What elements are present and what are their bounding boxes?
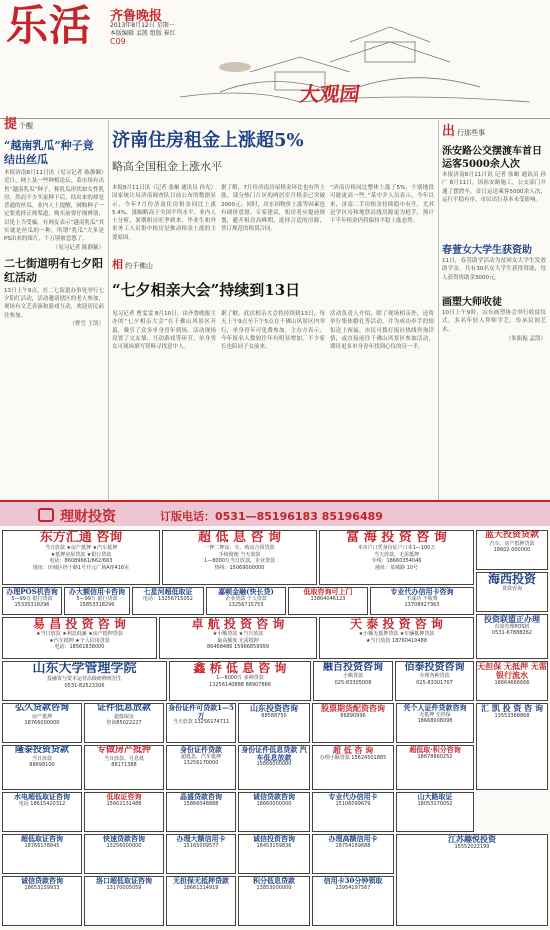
ad-line: 13708927363 [404, 602, 440, 609]
tag-travel: 出行那些事 [442, 124, 486, 139]
ad-line: 18664666666 [494, 679, 530, 686]
ad-box [2, 661, 167, 701]
ad-line: 超低取证 [113, 713, 134, 720]
ad-title: 东方汇通 咨询 [39, 530, 123, 545]
ad-title: 山东投资咨询 [250, 703, 298, 713]
ad-title: 天 泰 投 资 咨 询 [350, 617, 443, 631]
ad-title: 江苏趣悦投资 [448, 834, 496, 844]
ad-line: 无抵押 无担保 [419, 711, 451, 718]
column-divider [108, 120, 109, 500]
ad-box [312, 703, 394, 743]
ad-title: 投资联盟正办理 [484, 614, 540, 624]
ad-title: 专业代办信用卡咨询 [390, 587, 454, 596]
ad-box [319, 530, 474, 585]
story-body-columns [112, 310, 434, 351]
body-column: 据了解，此次相亲大会将持续到13日，每天上午9点至下午5点在千佛山风景区内举行，单身青年可免费参加。主办方表示，今年报名人数较往年有明显增加，不少家长也陪同子女前来。 [221, 311, 325, 351]
ad-box [169, 661, 311, 701]
ad-title: 办理POS机咨询 [6, 587, 58, 596]
section-title: 乐活 [6, 1, 93, 50]
ad-title: 弘久贷款咨询 [14, 703, 69, 713]
story-body: 本报济南8月11日讯（见习记者 陈静颖）近日，网上及一些种植论坛、菜市场有出售“越南乳瓜”种子，称乳瓜形状如女性乳房。然而不少买家种下后，结出来的却是普通的丝瓜。业内人士提醒，网购种子一定要选择正规渠道，购买前要仔细辨别，以免上当受骗。有网友表示“越南乳瓜”其实就是丝瓜的一种，所谓“乳瓜”大多是PS出来的图片，千万别被忽悠了。 [4, 170, 104, 243]
ad-line: ★小额无抵押贷款 ★车辆抵押贷款 [358, 631, 435, 638]
ad-line: 0531-67888262 [492, 630, 532, 637]
ad-box [396, 745, 474, 790]
ad-line: 1—8000万 多种贷款 [216, 675, 264, 682]
body-column: 据了解，7月份济南房屋租金环比也有所上涨，部分热门片区的两居室月租金已突破2000元。同时，房东因物价上涨等因素也有调价意愿。专家建议，租房者应提前规划，避开租房高峰期，选择合适的房源，签订规范的租赁合同。 [221, 185, 325, 233]
ad-title: 佰泰投资咨询 [404, 662, 465, 673]
ad-line: ★汽车抵押 ★个人信用贷款 [49, 637, 110, 644]
ad-line: 18754169688 [335, 842, 371, 849]
ad-line: 15866000000 [256, 761, 292, 768]
ad-line: 86890996 [340, 712, 366, 719]
ad-line: 地址：历城区经十路1号开元广场A座416室 [32, 564, 130, 571]
ad-line: 88698100 [29, 762, 55, 769]
ad-line: 13256170000 [183, 760, 219, 767]
ad-line: 电话：13256715052 [143, 595, 193, 602]
story-headline: 春萱女大学生获资助 [442, 245, 532, 257]
story-headline: 泺安路公交摆渡车首日运客5000余人次 [442, 146, 542, 170]
ad-title: 易 昌 投 资 咨 询 [33, 617, 126, 631]
ad-title: 身份证件低息贷款 汽车低息放款 [241, 745, 307, 762]
ad-title: 山大路取证 [417, 792, 453, 801]
ad-title: 办理高额信用卡 [328, 834, 378, 843]
body-column: “济南房租同比整体上涨了5%，个别地段可能更高一些。”某中介人员表示，今年以来，济南二手房租金持续稳中有升，尤其是学区房和地铁沿线房源更为抢手，预计下半年租金仍将保持平稳上涨态势。 [330, 185, 434, 225]
column-divider [438, 120, 439, 500]
ad-line: ★当日放款 18760410488 [365, 637, 428, 644]
ad-box [476, 661, 548, 701]
ad-line: 当天放款 13256174711 [172, 719, 230, 726]
main-body-columns [112, 184, 434, 242]
ad-line: 18453159836 [256, 842, 292, 849]
ad-line: 025-83305008 [334, 679, 372, 686]
ad-line: 13553368868 [494, 712, 530, 719]
ad-line: 房产抵押 [31, 713, 52, 720]
paper-logo: 齐鲁晚报 [110, 9, 163, 24]
ad-title: 专业代办信用卡 [328, 792, 378, 801]
ad-title: 鑫 桥 低 息 咨 询 [193, 661, 287, 675]
ad-box [238, 745, 310, 790]
ad-title: 诚信贷款咨询 [253, 792, 295, 801]
ad-line: 咨询85022227 [106, 720, 142, 727]
ad-title: 快速贷款咨询 [103, 834, 145, 843]
ad-line: 小额贷款 [342, 673, 363, 679]
editor-line: 本版编辑 孟凯 组版 崔红 [110, 30, 176, 37]
ad-line: 88588750 [261, 712, 287, 719]
ad-line: 办理各种贷款 [419, 673, 450, 679]
ad-box [288, 587, 368, 615]
ad-line: ★小额贷款 ★当日放款 [212, 631, 264, 638]
story-body: 本报济南8月11日讯 记者 张頔 通讯员 孙广 8月11日，因泺安路施工，公交部门开通了摆渡车。首日运送乘客5000余人次，运行平稳有序，市民出行基本未受影响。 [442, 172, 546, 203]
ad-line: 13954197567 [335, 884, 371, 891]
ad-box [312, 745, 394, 790]
ad-box [166, 876, 236, 926]
ad-box [313, 661, 393, 701]
ad-line: 热线：15069000000 [214, 564, 265, 571]
ad-title: 积分低息贷款 [253, 876, 295, 885]
body-column: 见习记者 曹雯雯 8月10日，由齐鲁晚报主办的“七夕相亲大会”在千佛山风景区开幕，吸引了众多单身青年到场。活动现场设置了交友墙、互动游戏等环节，单身男女可现场填写资料寻找意中人。 [112, 311, 216, 351]
ad-box [396, 834, 548, 926]
ad-line: 15662131488 [106, 800, 142, 807]
ad-line: 18668008098 [417, 718, 453, 725]
ad-line: 0531-82523306 [64, 682, 105, 689]
ad-title: 海西投资 [487, 572, 536, 586]
ad-line: 当日放款、月息低 [103, 755, 144, 762]
ad-line: 18653159933 [24, 884, 60, 891]
ad-line: 投融资与资本运营高级研修班招生 [46, 676, 122, 683]
ad-line: 当天放款，无需抵押 [373, 551, 419, 558]
ad-box [312, 876, 394, 926]
ad-line: 有效管理POS机 [494, 623, 530, 630]
ad-title: 超 低 息 咨 询 [197, 530, 282, 545]
ad-line: 5—99万 银行贷款 [76, 595, 118, 602]
ad-title: 晶盛贷款咨询 [180, 792, 222, 801]
ad-title: 富 海 投 资 咨 询 [346, 530, 447, 545]
ad-box [159, 617, 317, 659]
ad-line: ★当日放款 ★利息低廉 ★房产抵押贷款 [36, 631, 123, 638]
ad-box [2, 587, 62, 615]
ad-line: 18661314919 [183, 884, 219, 891]
phone-icon [38, 508, 54, 522]
story-headline: 二七街道明有七夕阳红活动 [4, 256, 103, 284]
ad-title: 无担保 无抵押 无需银行流水 [477, 661, 547, 680]
ad-line: 13170005059 [106, 884, 142, 891]
ad-title: 办理大额信用卡 [176, 834, 226, 843]
ad-title: 隆泰投资贷款 [14, 745, 69, 755]
ad-line: 88171388 [111, 762, 137, 769]
ad-line: 地址：泉城路 10号 [375, 564, 418, 571]
ad-box [476, 530, 548, 570]
ad-box [162, 530, 317, 585]
ad-title: 洛口超低取证咨询 [96, 876, 152, 885]
ad-line: 汽车、房产抵押贷款 [489, 540, 535, 547]
ad-box [476, 572, 548, 612]
ad-line: 15853318296 [79, 602, 115, 609]
ad-line: 18766000000 [24, 720, 60, 727]
ad-line: 15552022199 [454, 843, 490, 850]
ad-box [206, 587, 286, 615]
ad-box [2, 703, 82, 743]
ad-line: 18660000000 [256, 800, 292, 807]
ad-line: 当日放款 ★房产抵押 ★汽车抵押 [44, 545, 118, 552]
ad-line: 15335318296 [14, 602, 50, 609]
ad-line: 当日放款 [31, 755, 52, 762]
ad-title: 融百投资咨询 [323, 662, 383, 673]
ad-box [238, 834, 310, 874]
ad-title: 嘉顿金融(快长贷) [218, 587, 274, 596]
ad-title: 低取证咨询 [106, 792, 142, 801]
body-column: 本报8月11日讯（记者 张頔 通讯员 孙光）国家统计局济南调查队日前公布的数据显示，今年7月份济南住房租金同比上涨5.4%，涨幅略高于全国平均水平。业内人士分析，暑期租房旺季到来，毕业生和外来务工人员集中租房是推动租金上涨的主要原因。 [112, 185, 216, 241]
ad-box [2, 792, 82, 832]
ad-box [238, 703, 310, 743]
ad-box [84, 703, 164, 743]
main-subhead: 略高全国租金上涨水平 [112, 160, 222, 173]
ad-line: 5—99万 银行贷款 [11, 595, 53, 602]
ad-title: 信用卡30分钟领取 [323, 876, 383, 885]
body-column: 活动负责人介绍，除了现场相亲外，还将举行集体婚礼等活动，并为成功牵手的情侣送上祝福。市民可拨打报社热线咨询详情，或直接前往千佛山风景区参加活动，期待更多单身青年找到心仪的另一半。 [330, 311, 434, 351]
ad-line: 本市户口凭身份证户口本1—100万 [357, 545, 436, 552]
ad-title: 水电超低取证咨询 [14, 792, 70, 801]
ad-title: 身份证件可贷款1—5万 [168, 703, 234, 720]
column-brand: 大观园 [298, 82, 362, 106]
ad-title: 汇 凯 投 资 咨 询 [481, 703, 543, 713]
ad-title: 蓝天投资贷款 [484, 530, 539, 540]
ad-line: 办理小额贷款 15624501885 [319, 754, 387, 761]
ad-title: 超低取·积分咨询 [409, 745, 461, 754]
tag-qianfoshan: 相约千佛山 [112, 258, 153, 272]
ad-line: 13864046123 [310, 595, 346, 602]
ad-box [319, 617, 474, 659]
ad-box [396, 792, 474, 832]
ad-title: 低取咨询可上门 [303, 587, 353, 596]
ad-line: 贷款咨询 [501, 586, 522, 593]
ad-title: 七星河超低取证 [143, 587, 193, 596]
ad-line: 18678860252 [417, 753, 453, 760]
ad-box [476, 614, 548, 659]
story-headline: “七夕相亲大会”持续到13日 [112, 281, 301, 300]
ad-box [84, 834, 164, 874]
ad-title: 无担保无抵押贷款 [173, 876, 229, 885]
page-header [0, 0, 550, 106]
ad-line: 15866048888 [183, 800, 219, 807]
ad-box [2, 617, 157, 659]
ad-box [2, 876, 82, 926]
story-body: 10日上午9时，山东画塑协会举行收徒仪式，多名年轻人拜师学艺，传承民间艺术。 [442, 310, 546, 333]
ad-line: 13256715753 [228, 602, 264, 609]
ad-box [396, 703, 474, 743]
ad-box [238, 792, 310, 832]
ad-line: 超低息，汽车抵押 [180, 753, 221, 760]
ad-box [238, 876, 310, 926]
ad-line: 13853000000 [256, 884, 292, 891]
ad-box [312, 792, 394, 832]
ad-title: 超 低 咨 询 [332, 745, 374, 755]
ad-box [132, 587, 204, 615]
story-headline: 画塑大师收徒 [442, 297, 502, 309]
ad-box [395, 661, 474, 701]
ad-box [166, 834, 236, 874]
ad-title: 诚信投资咨询 [253, 834, 295, 843]
ad-box [312, 834, 394, 874]
ad-line: 025-83301707 [416, 679, 453, 686]
ad-box [84, 876, 164, 926]
ad-box [84, 745, 164, 790]
ads-hotline: 订版电话：0531—85196183 85196489 [160, 510, 383, 523]
header-rule [0, 118, 550, 119]
ads-title: 理财投资 [60, 509, 116, 525]
ad-line: 18766178845 [24, 842, 60, 849]
story-byline: （朱振振 孟凯） [505, 335, 546, 342]
ad-line: ★抵押房屋贷款 ★银行贷款 [50, 551, 112, 558]
story-byline: （曹雪 王凯） [69, 320, 104, 327]
left-column [4, 117, 104, 329]
ad-line: 一押二押房、车、购房合同贷款 [204, 545, 275, 552]
ad-line: 18602 000000 [493, 547, 531, 554]
tag-reminder: 提个醒 [4, 117, 34, 132]
ad-title: 山东大学管理学院 [32, 661, 137, 676]
ad-box [166, 792, 236, 832]
right-column [442, 120, 546, 342]
ad-line: 电话：18561838000 [54, 644, 105, 651]
page-code: C09 [110, 37, 126, 46]
ad-box [476, 703, 548, 790]
story-body: 13日上午9点，在二七街道办事处举行七夕阳红活动，活动邀请辖区的老人参加，现场有文艺表演和游戏互动，欢迎居民前往参加。 [4, 287, 104, 319]
ad-line: 13256140888 88907866 [208, 681, 272, 688]
story-body: 11日，春萱助学活动为贫困女大学生发放助学金，共有30名女大学生获得资助，每人获得资助金3000元。 [442, 258, 546, 281]
ads-banner [0, 500, 550, 526]
ad-line: 不成功 不收费 [406, 595, 438, 602]
classified-ads [0, 528, 550, 930]
ad-line: 1—8000万当日放款，企业贷款 [204, 558, 275, 565]
ad-title: 专做房产抵押 [96, 745, 151, 755]
main-headline: 济南住房租金上涨超5% [112, 130, 304, 151]
ad-line: 手续简便 当天放款 [218, 551, 261, 558]
date-line: 2013年8月12日 星期一 [110, 22, 175, 29]
ad-line: 最高额度 无需抵押 [217, 637, 259, 644]
ad-line: 企业贷款 个人贷款 [225, 595, 267, 602]
ad-line: 13256000000 [106, 842, 142, 849]
ad-box [64, 587, 130, 615]
ad-line: 15106099679 [335, 800, 371, 807]
ad-title: 诚信贷款咨询 [21, 876, 63, 885]
ad-box [166, 703, 236, 743]
ad-line: 专线：18660354046 [371, 558, 422, 565]
ad-box [84, 792, 164, 832]
ad-line: 18053170052 [417, 800, 453, 807]
ad-title: 证件低息放款 [96, 703, 151, 713]
ad-line: 电话 18615420312 [18, 800, 66, 807]
ad-title: 身份证件贷款 [180, 745, 222, 754]
ad-title: 股票期货配资咨询 [321, 703, 385, 713]
story-headline: “越南乳瓜”种子竟结出丝瓜 [4, 139, 94, 166]
ad-box [2, 530, 160, 585]
ad-box [2, 834, 82, 874]
ad-title: 卓 航 投 资 咨 询 [191, 617, 285, 631]
ad-title: 超低取证咨询 [21, 834, 63, 843]
main-story [112, 120, 434, 352]
story-byline: （见习记者 陈静颖） [52, 244, 104, 251]
ad-box [370, 587, 474, 615]
ad-box [2, 745, 82, 790]
ad-box [166, 745, 236, 790]
ad-title: 凭个人证件贷款咨询 [403, 703, 467, 712]
ad-line: 15165009577 [183, 842, 219, 849]
ad-title: 办大额信用卡咨询 [69, 587, 125, 596]
ad-line: 电话：86089661/662/663 [49, 558, 113, 565]
ad-line: 86468486 15966859999 [206, 644, 270, 651]
